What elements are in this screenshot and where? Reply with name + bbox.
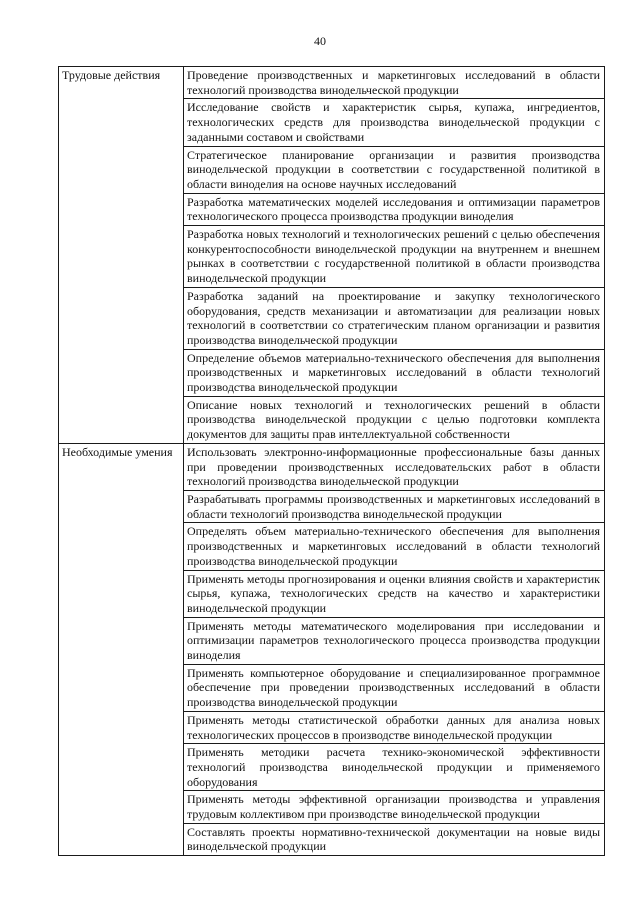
skill-item: Применять методики расчета технико-экономической эффективности технологий производства винодельческой продукции и применяемого оборудования: [184, 744, 605, 791]
skill-item: Применять методы прогнозирования и оценки влияния свойств и характеристик сырья, купажа, технологических средств на качество и характеристики винодельческой продукции: [184, 570, 605, 617]
section-title-labor-actions: Трудовые действия: [59, 67, 184, 444]
section-title-required-skills: Необходимые умения: [59, 443, 184, 855]
labor-action-item: Определение объемов материально-технического обеспечения для выполнения производственных и маркетинговых исследований в области технологий производства винодельческой продукции: [184, 349, 605, 396]
skill-item: Определять объем материально-технического обеспечения для выполнения производственных и маркетинговых исследований в области технологий производства винодельческой продукции: [184, 523, 605, 570]
labor-action-item: Описание новых технологий и технологических решений в области производства винодельческой продукции с целью подготовки комплекта документов для защиты прав интеллектуальной собственности: [184, 396, 605, 443]
labor-action-item: Разработка заданий на проектирование и закупку технологического оборудования, средств механизации и автоматизации для реализации новых технологий в соответствии со стратегическим планом организации и развития производства винодельческой продукции: [184, 287, 605, 349]
skill-item: Применять компьютерное оборудование и специализированное программное обеспечение при проведении производственных исследований в области производства винодельческой продукции: [184, 664, 605, 711]
skill-item: Применять методы статистической обработки данных для анализа новых технологических процессов в производстве винодельческой продукции: [184, 711, 605, 743]
competency-table: [58, 66, 605, 856]
labor-action-item: Стратегическое планирование организации и развития производства винодельческой продукции в соответствии с государственной политикой в области виноделия на основе научных исследований: [184, 146, 605, 193]
skill-item: Использовать электронно-информационные профессиональные базы данных при проведении производственных исследовательских работ в области технологий производства винодельческой продукции: [184, 443, 605, 490]
skill-item: Применять методы эффективной организации производства и управления трудовым коллективом при производстве винодельческой продукции: [184, 791, 605, 823]
skill-item: Разрабатывать программы производственных и маркетинговых исследований в области технологий производства винодельческой продукции: [184, 490, 605, 522]
table-row: [59, 443, 605, 490]
labor-action-item: Разработка новых технологий и технологических решений с целью обеспечения конкурентоспособности винодельческой продукции на внутреннем и внешнем рынках в соответствии с государственной политикой в области производства винодельческой продукции: [184, 226, 605, 288]
labor-action-item: Проведение производственных и маркетинговых исследований в области технологий производства винодельческой продукции: [184, 67, 605, 99]
table-row: [59, 67, 605, 99]
labor-action-item: Разработка математических моделей исследования и оптимизации параметров технологического процесса производства продукции виноделия: [184, 193, 605, 225]
skill-item: Составлять проекты нормативно-технической документации на новые виды винодельческой продукции: [184, 823, 605, 855]
labor-action-item: Исследование свойств и характеристик сырья, купажа, ингредиентов, технологических средств для производства винодельческой продукции с заданными составом и свойствами: [184, 99, 605, 146]
table-body: [59, 67, 605, 856]
skill-item: Применять методы математического моделирования при исследовании и оптимизации параметров технологического процесса производства продукции виноделия: [184, 617, 605, 664]
page-number: 40: [314, 34, 326, 48]
